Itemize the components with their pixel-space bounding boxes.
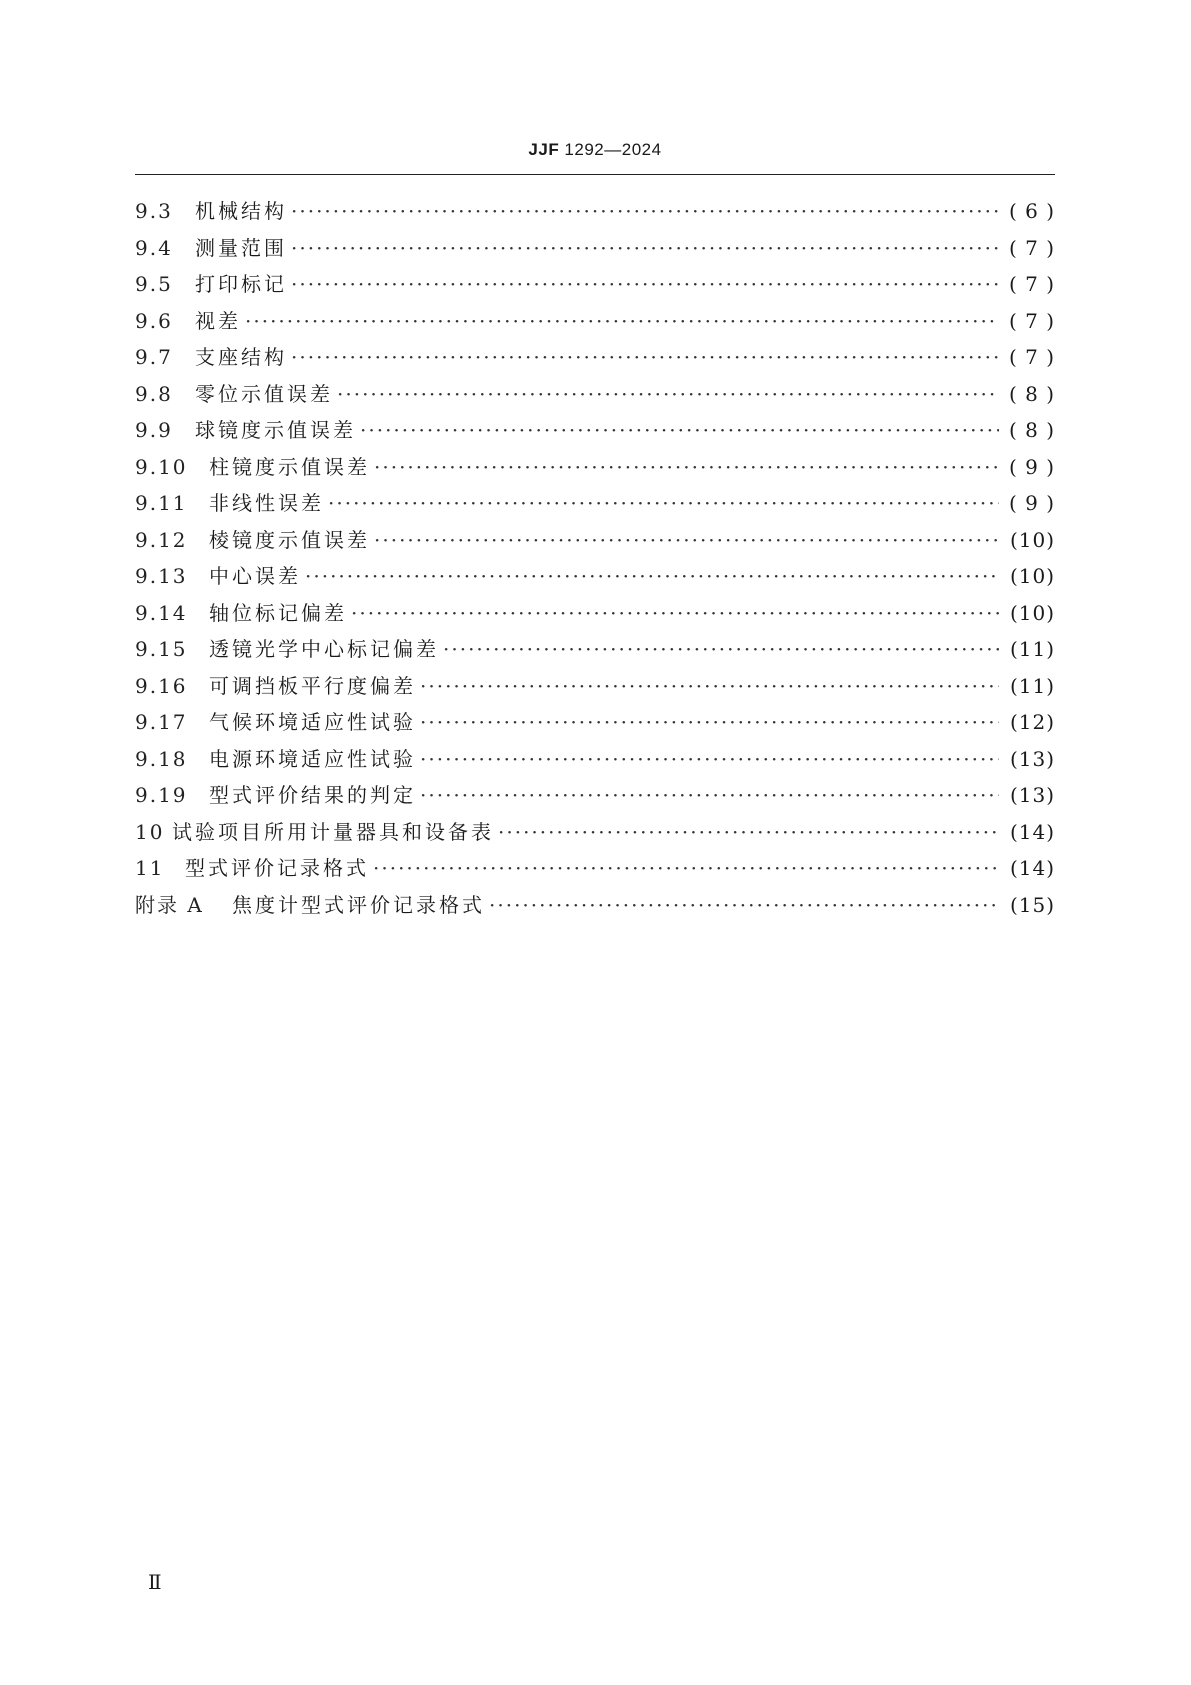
leader-dots: [291, 266, 999, 303]
leader-dots: [328, 485, 999, 522]
toc-number: 9.19: [135, 783, 188, 807]
toc-entry-appendix-a[interactable]: [135, 887, 1055, 924]
toc-entry-9-13[interactable]: [135, 558, 1055, 595]
leader-dots: [443, 631, 999, 668]
toc-number: 9.14: [135, 600, 188, 625]
toc-title: 柱镜度示值误差: [209, 454, 370, 479]
leader-dots: [351, 595, 999, 632]
toc-number: 9.8: [135, 381, 173, 406]
toc-page-number: (10): [1009, 600, 1055, 625]
toc-number: 9.5: [135, 272, 173, 296]
toc-entry-9-18[interactable]: [135, 741, 1055, 778]
toc-page-number: (11): [1009, 673, 1055, 698]
toc-page-number: (15): [1009, 892, 1055, 917]
toc-page-number: (14): [1009, 856, 1055, 880]
toc-page-number: (11): [1009, 637, 1055, 661]
toc-number: 9.4: [135, 235, 173, 260]
toc-title: 型式评价结果的判定: [209, 783, 416, 807]
toc-entry-9-11[interactable]: [135, 485, 1055, 522]
toc-title: 气候环境适应性试验: [209, 710, 416, 734]
toc-entry-9-15[interactable]: [135, 631, 1055, 668]
leader-dots: [374, 522, 999, 559]
toc-entry-11[interactable]: [135, 850, 1055, 887]
toc-title: 测量范围: [195, 235, 287, 260]
toc-title: 透镜光学中心标记偏差: [209, 637, 439, 661]
toc-entry-9-12[interactable]: [135, 522, 1055, 559]
leader-dots: [360, 412, 999, 449]
toc-number: 9.18: [135, 746, 188, 771]
page-number-footer: Ⅱ: [148, 1570, 162, 1594]
leader-dots: [420, 668, 999, 705]
table-of-contents: [135, 193, 1055, 923]
leader-dots: [245, 303, 999, 340]
toc-page-number: (13): [1009, 746, 1055, 771]
toc-page-number: ( 8 ): [1008, 418, 1055, 442]
toc-number: 9.16: [135, 673, 188, 698]
toc-number: 9.11: [135, 491, 188, 515]
toc-title: 零位示值误差: [195, 381, 333, 406]
toc-entry-9-7[interactable]: [135, 339, 1055, 376]
toc-entry-9-4[interactable]: [135, 230, 1055, 267]
toc-page-number: ( 8 ): [1008, 381, 1055, 406]
toc-entry-9-10[interactable]: [135, 449, 1055, 486]
toc-entry-9-5[interactable]: [135, 266, 1055, 303]
toc-number: 9.12: [135, 527, 188, 552]
standard-prefix: JJF: [528, 140, 560, 159]
leader-dots: [291, 339, 999, 376]
toc-title: 非线性误差: [209, 491, 324, 515]
toc-page-number: (13): [1009, 783, 1055, 807]
toc-page-number: (10): [1009, 527, 1055, 552]
toc-entry-9-16[interactable]: [135, 668, 1055, 705]
toc-page-number: ( 6 ): [1008, 199, 1055, 223]
toc-number: 10: [135, 819, 165, 844]
toc-page-number: ( 7 ): [1008, 235, 1055, 260]
toc-title: 电源环境适应性试验: [209, 746, 416, 771]
toc-page-number: ( 9 ): [1008, 491, 1055, 515]
toc-entry-9-14[interactable]: [135, 595, 1055, 632]
toc-title: 轴位标记偏差: [209, 600, 347, 625]
toc-number: 9.13: [135, 564, 188, 588]
toc-title: 球镜度示值误差: [195, 418, 356, 442]
toc-title: 焦度计型式评价记录格式: [232, 892, 485, 917]
leader-dots: [373, 850, 999, 887]
toc-title: 可调挡板平行度偏差: [209, 673, 416, 698]
toc-entry-9-3[interactable]: [135, 193, 1055, 230]
leader-dots: [420, 741, 999, 778]
toc-number: 11: [135, 856, 165, 880]
toc-title: 中心误差: [209, 564, 301, 588]
toc-number: 9.10: [135, 454, 188, 479]
toc-title: 视差: [195, 308, 241, 333]
leader-dots: [498, 814, 999, 851]
toc-number: 9.17: [135, 710, 188, 734]
toc-title: 支座结构: [195, 345, 287, 369]
leader-dots: [420, 704, 999, 741]
toc-title: 试验项目所用计量器具和设备表: [172, 819, 494, 844]
leader-dots: [337, 376, 999, 413]
toc-page-number: ( 7 ): [1008, 345, 1055, 369]
leader-dots: [420, 777, 999, 814]
header-rule: [135, 174, 1055, 175]
toc-entry-10[interactable]: [135, 814, 1055, 851]
toc-title: 打印标记: [195, 272, 287, 296]
toc-number: 9.3: [135, 199, 173, 223]
toc-number: 9.7: [135, 345, 173, 369]
leader-dots: [291, 230, 999, 267]
toc-page-number: (12): [1009, 710, 1055, 734]
toc-page-number: ( 9 ): [1008, 454, 1055, 479]
toc-page-number: ( 7 ): [1008, 272, 1055, 296]
leader-dots: [489, 887, 999, 924]
toc-entry-9-9[interactable]: [135, 412, 1055, 449]
leader-dots: [305, 558, 999, 595]
toc-entry-9-6[interactable]: [135, 303, 1055, 340]
toc-page-number: (10): [1009, 564, 1055, 588]
leader-dots: [374, 449, 999, 486]
toc-number: 附录 A: [135, 892, 204, 917]
toc-number: 9.6: [135, 308, 173, 333]
toc-entry-9-17[interactable]: [135, 704, 1055, 741]
toc-entry-9-8[interactable]: [135, 376, 1055, 413]
standard-number: 1292—2024: [559, 140, 662, 159]
toc-number: 9.9: [135, 418, 173, 442]
leader-dots: [291, 193, 999, 230]
toc-entry-9-19[interactable]: [135, 777, 1055, 814]
toc-page-number: ( 7 ): [1008, 308, 1055, 333]
toc-title: 机械结构: [195, 199, 287, 223]
toc-title: 棱镜度示值误差: [209, 527, 370, 552]
page-header: [135, 140, 1055, 160]
toc-number: 9.15: [135, 637, 188, 661]
toc-page-number: (14): [1009, 819, 1055, 844]
toc-title: 型式评价记录格式: [185, 856, 369, 880]
